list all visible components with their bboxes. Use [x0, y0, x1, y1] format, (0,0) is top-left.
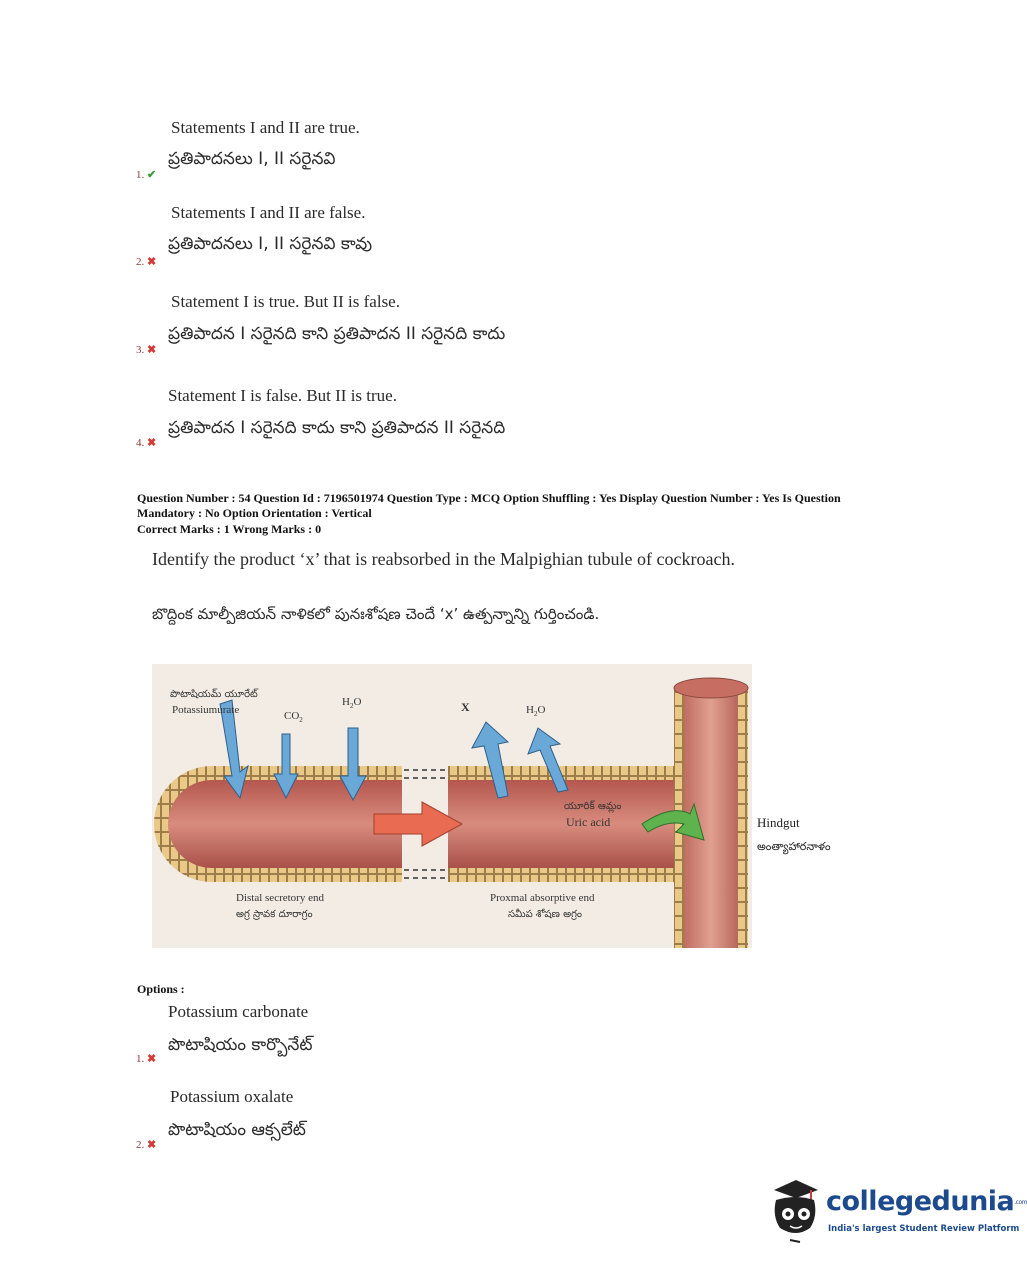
label-hindgut-te: అంత్యాహారనాళం [757, 840, 831, 853]
option-number: 2. ✖ [136, 256, 157, 268]
option-text-en: Statements I and II are false. [171, 203, 366, 222]
label-co2: $CO_2$ [284, 710, 303, 725]
option-text-te: ప్రతిపాదనలు I, II సరైనవి కావు [168, 234, 373, 254]
cross-icon: ✖ [147, 1139, 157, 1151]
option-text-te: ప్రతిపాదన I సరైనది కాని ప్రతిపాదన II సరైనది కాదు [168, 324, 506, 344]
option-text-te: పొటాషియం ఆక్సలేట్ [168, 1120, 306, 1140]
collegedunia-logo [766, 1176, 1027, 1246]
option-text-en: Potassium oxalate [170, 1087, 294, 1106]
label-potassium-urate-te: పొటాషియమ్ యూరేట్ [170, 689, 258, 700]
label-distal-end: Distal secretory end [236, 892, 324, 904]
option-number: 3. ✖ [136, 344, 157, 356]
option-number: 4. ✖ [136, 437, 157, 449]
check-icon: ✔ [147, 169, 157, 181]
diagram-graphic [152, 664, 752, 948]
label-distal-end-te: అగ్ర స్రావక దూరాగ్రం [236, 909, 313, 920]
option-text-en: Statement I is false. But II is true. [168, 386, 397, 405]
label-proximal-end: Proxmal absorptive end [490, 892, 595, 904]
option-text-te: పొటాషియం కార్బొనేట్ [168, 1035, 313, 1055]
question-meta-line-2: Mandatory : No Option Orientation : Vertical [137, 506, 372, 520]
option-text-en: Statement I is true. But II is false. [171, 292, 400, 311]
question-text-te: బొద్దింక మాల్పీజియన్ నాళికలో పునఃశోషణ చెందే ‘x’ ఉత్పన్నాన్ని గుర్తించండి. [152, 605, 600, 623]
option-number: 1. ✔ [136, 169, 157, 181]
label-h2o-left: $H_2O$ [342, 696, 362, 711]
label-h2o-right: $H_2O$ [526, 704, 546, 719]
question-text-en: Identify the product ‘x’ that is reabsorbed in the Malpighian tubule of cockroach. [152, 549, 735, 569]
logo-tagline: India's largest Student Review Platform [828, 1224, 1020, 1234]
logo-brand: collegedunia.com [826, 1186, 1027, 1217]
cross-icon: ✖ [147, 1053, 157, 1065]
option-number: 2. ✖ [136, 1139, 157, 1151]
label-uric-acid-te: యూరిక్ ఆమ్లం [564, 801, 622, 812]
cross-icon: ✖ [147, 344, 157, 356]
question-marks: Correct Marks : 1 Wrong Marks : 0 [137, 522, 322, 536]
label-potassium-urate: Potassiumurate [172, 704, 240, 716]
cross-icon: ✖ [147, 256, 157, 268]
malpighian-tubule-diagram [152, 664, 752, 948]
option-text-en: Statements I and II are true. [171, 118, 360, 137]
label-hindgut: Hindgut [757, 815, 800, 830]
option-text-te: ప్రతిపాదన I సరైనది కాదు కాని ప్రతిపాదన II సరైనది [168, 418, 506, 438]
option-text-en: Potassium carbonate [168, 1002, 309, 1021]
label-uric-acid: Uric acid [566, 815, 611, 829]
cross-icon: ✖ [147, 437, 157, 449]
question-meta-line-1: Question Number : 54 Question Id : 7196501974 Question Type : MCQ Option Shuffling : Yes Display Question Number : Yes Is Question [137, 491, 841, 505]
option-text-te: ప్రతిపాదనలు I, II సరైనవి [168, 149, 336, 169]
mascot-icon [766, 1176, 826, 1246]
options-label: Options : [137, 982, 185, 996]
label-proximal-end-te: సమీప శోషణ అగ్రం [508, 909, 582, 920]
option-number: 1. ✖ [136, 1053, 157, 1065]
label-x: X [461, 700, 470, 714]
